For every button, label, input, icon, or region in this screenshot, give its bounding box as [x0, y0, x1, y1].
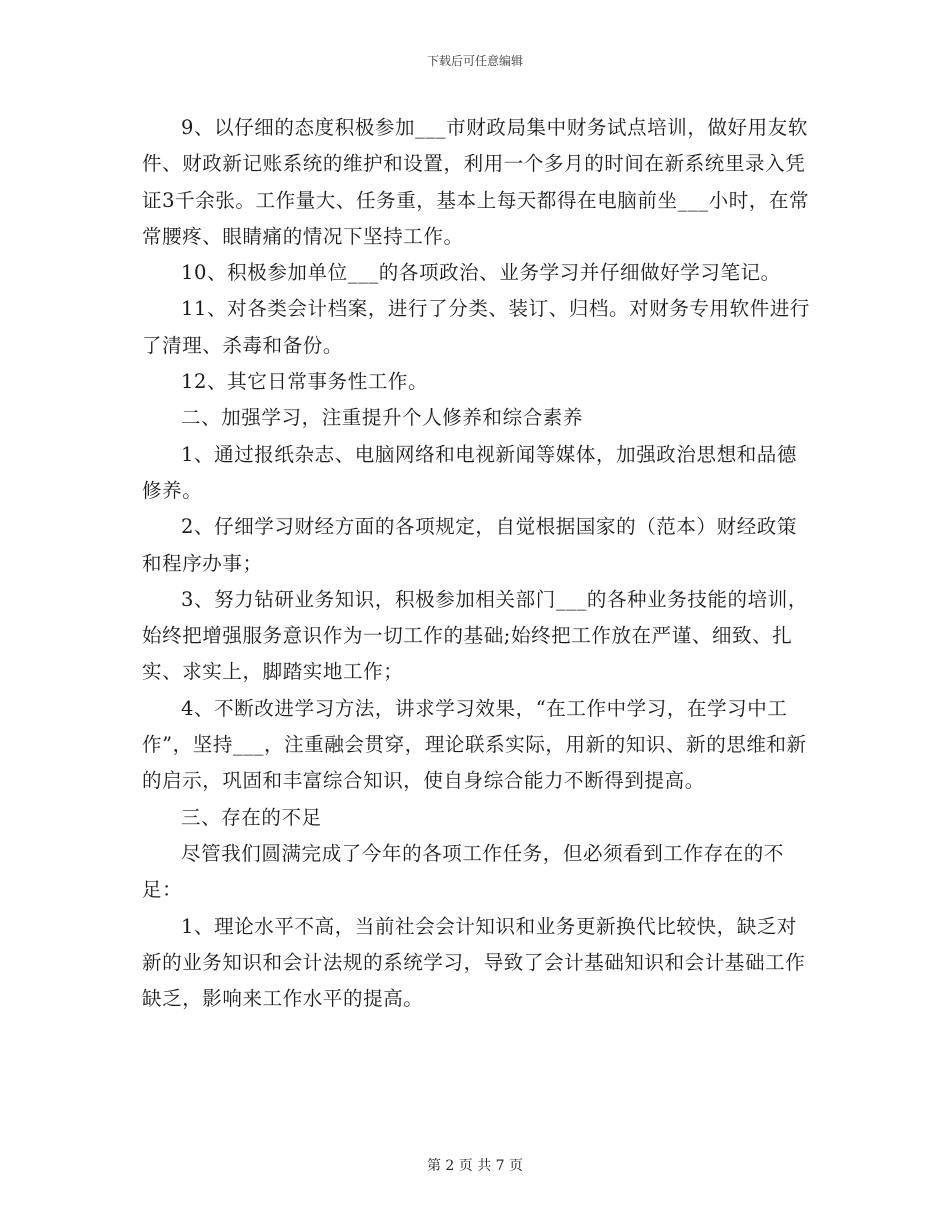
document-body	[142, 110, 817, 1017]
paragraph-shortcoming-1: 1、理论水平不高，当前社会会计知识和业务更新换代比较快，缺乏对新的业务知识和会计法规的系统学习，导致了会计基础知识和会计基础工作缺乏，影响来工作水平的提高。	[142, 914, 806, 1011]
paragraph-study-3: 3、努力钻研业务知识，积极参加相关部门___的各种业务技能的培训，始终把增强服务意识作为一切工作的基础;始终把工作放在严谨、细致、扎实、求实上，脚踏实地工作；	[142, 587, 808, 684]
page-header: 下载后可任意编辑	[426, 54, 523, 68]
paragraph-study-1: 1、通过报纸杂志、电脑网络和电视新闻等媒体，加强政治思想和品德修养。	[142, 442, 798, 502]
paragraph-item-10: 10、积极参加单位___的各项政治、业务学习并仔细做好学习笔记。	[181, 261, 781, 285]
section-heading-3: 三、存在的不足	[181, 805, 322, 829]
paragraph-shortcomings-intro: 尽管我们圆满完成了今年的各项工作任务，但必须看到工作存在的不足：	[142, 841, 785, 902]
paragraph-item-11: 11、对各类会计档案，进行了分类、装订、归档。对财务专用软件进行了清理、杀毒和备份。	[142, 297, 811, 357]
section-heading-2: 二、加强学习，注重提升个人修养和综合素养	[181, 406, 584, 430]
paragraph-study-4: 4、不断改进学习方法，讲求学习效果，“在工作中学习，在学习中工作”，坚持___，注重融会贯穿，理论联系实际，用新的知识、新的思维和新的启示，巩固和丰富综合知识，使自身综合能力不断得到提高。	[142, 696, 807, 793]
page-footer: 第 2 页 共 7 页	[426, 1158, 524, 1174]
paragraph-study-2: 2、仔细学习财经方面的各项规定，自觉根据国家的（范本）财经政策和程序办事；	[142, 515, 798, 575]
paragraph-item-12: 12、其它日常事务性工作。	[181, 370, 429, 394]
paragraph-item-9: 9、以仔细的态度积极参加___市财政局集中财务试点培训，做好用友软件、财政新记账系统的维护和设置，利用一个多月的时间在新系统里录入凭证3千余张。工作量大、任务重，基本上每天都得在电脑前坐___小时，在常常腰疼、眼睛痛的情况下坚持工作。	[142, 116, 810, 248]
